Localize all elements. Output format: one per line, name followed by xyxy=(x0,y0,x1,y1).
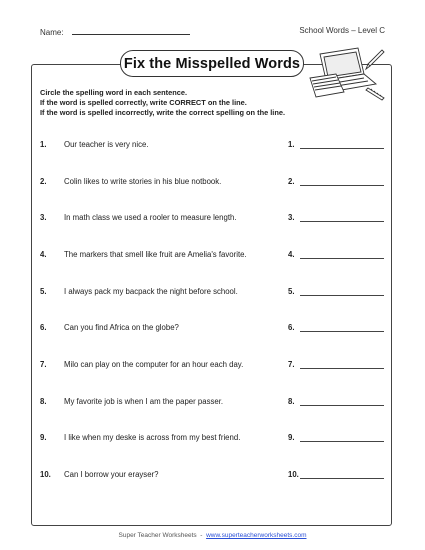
instruction-line: If the word is spelled correctly, write CORRECT on the line. xyxy=(40,98,247,107)
answer-number: 1. xyxy=(288,140,295,149)
answer-line[interactable] xyxy=(300,368,384,369)
question-text: The markers that smell like fruit are Amelia's favorite. xyxy=(64,250,247,259)
question-text: Colin likes to write stories in his blue notbook. xyxy=(64,177,222,186)
question-row xyxy=(40,250,385,262)
question-row xyxy=(40,213,385,225)
question-row xyxy=(40,360,385,372)
footer-link[interactable]: www.superteacherworksheets.com xyxy=(206,532,307,539)
question-number: 7. xyxy=(40,360,47,369)
instruction-line: Circle the spelling word in each sentence. xyxy=(40,88,188,97)
level-label: School Words – Level C xyxy=(299,26,385,35)
answer-number: 7. xyxy=(288,360,295,369)
question-text: Can you find Africa on the globe? xyxy=(64,323,179,332)
question-number: 3. xyxy=(40,213,47,222)
answer-number: 3. xyxy=(288,213,295,222)
question-text: I like when my deske is across from my best friend. xyxy=(64,433,241,442)
answer-number: 9. xyxy=(288,433,295,442)
question-number: 10. xyxy=(40,470,51,479)
question-row xyxy=(40,287,385,299)
question-text: In math class we used a rooler to measure length. xyxy=(64,213,237,222)
question-text: I always pack my bacpack the night before school. xyxy=(64,287,238,296)
question-row xyxy=(40,140,385,152)
answer-line[interactable] xyxy=(300,295,384,296)
question-text: Our teacher is very nice. xyxy=(64,140,149,149)
name-blank-line[interactable] xyxy=(72,26,190,35)
answer-line[interactable] xyxy=(300,185,384,186)
instruction-line: If the word is spelled incorrectly, write the correct spelling on the line. xyxy=(40,108,286,117)
answer-line[interactable] xyxy=(300,148,384,149)
question-number: 5. xyxy=(40,287,47,296)
question-number: 4. xyxy=(40,250,47,259)
instructions xyxy=(40,88,385,118)
footer-text: Super Teacher Worksheets - xyxy=(118,532,207,539)
page-title: Fix the Misspelled Words xyxy=(123,55,301,72)
answer-number: 10. xyxy=(288,470,299,479)
footer xyxy=(0,532,425,539)
answer-line[interactable] xyxy=(300,405,384,406)
title-banner xyxy=(120,50,304,77)
question-text: Milo can play on the computer for an hour each day. xyxy=(64,360,244,369)
answer-line[interactable] xyxy=(300,441,384,442)
answer-number: 4. xyxy=(288,250,295,259)
question-row xyxy=(40,397,385,409)
answer-number: 6. xyxy=(288,323,295,332)
question-row xyxy=(40,433,385,445)
question-number: 9. xyxy=(40,433,47,442)
answer-line[interactable] xyxy=(300,331,384,332)
question-number: 2. xyxy=(40,177,47,186)
answer-number: 5. xyxy=(288,287,295,296)
question-number: 6. xyxy=(40,323,47,332)
answer-line[interactable] xyxy=(300,258,384,259)
question-row xyxy=(40,177,385,189)
question-text: Can I borrow your erayser? xyxy=(64,470,159,479)
name-label: Name: xyxy=(40,28,64,37)
question-row xyxy=(40,470,385,482)
question-row xyxy=(40,323,385,335)
question-number: 1. xyxy=(40,140,47,149)
name-field xyxy=(40,26,190,37)
answer-line[interactable] xyxy=(300,221,384,222)
answer-number: 8. xyxy=(288,397,295,406)
question-number: 8. xyxy=(40,397,47,406)
answer-number: 2. xyxy=(288,177,295,186)
answer-line[interactable] xyxy=(300,478,384,479)
question-text: My favorite job is when I am the paper passer. xyxy=(64,397,224,406)
